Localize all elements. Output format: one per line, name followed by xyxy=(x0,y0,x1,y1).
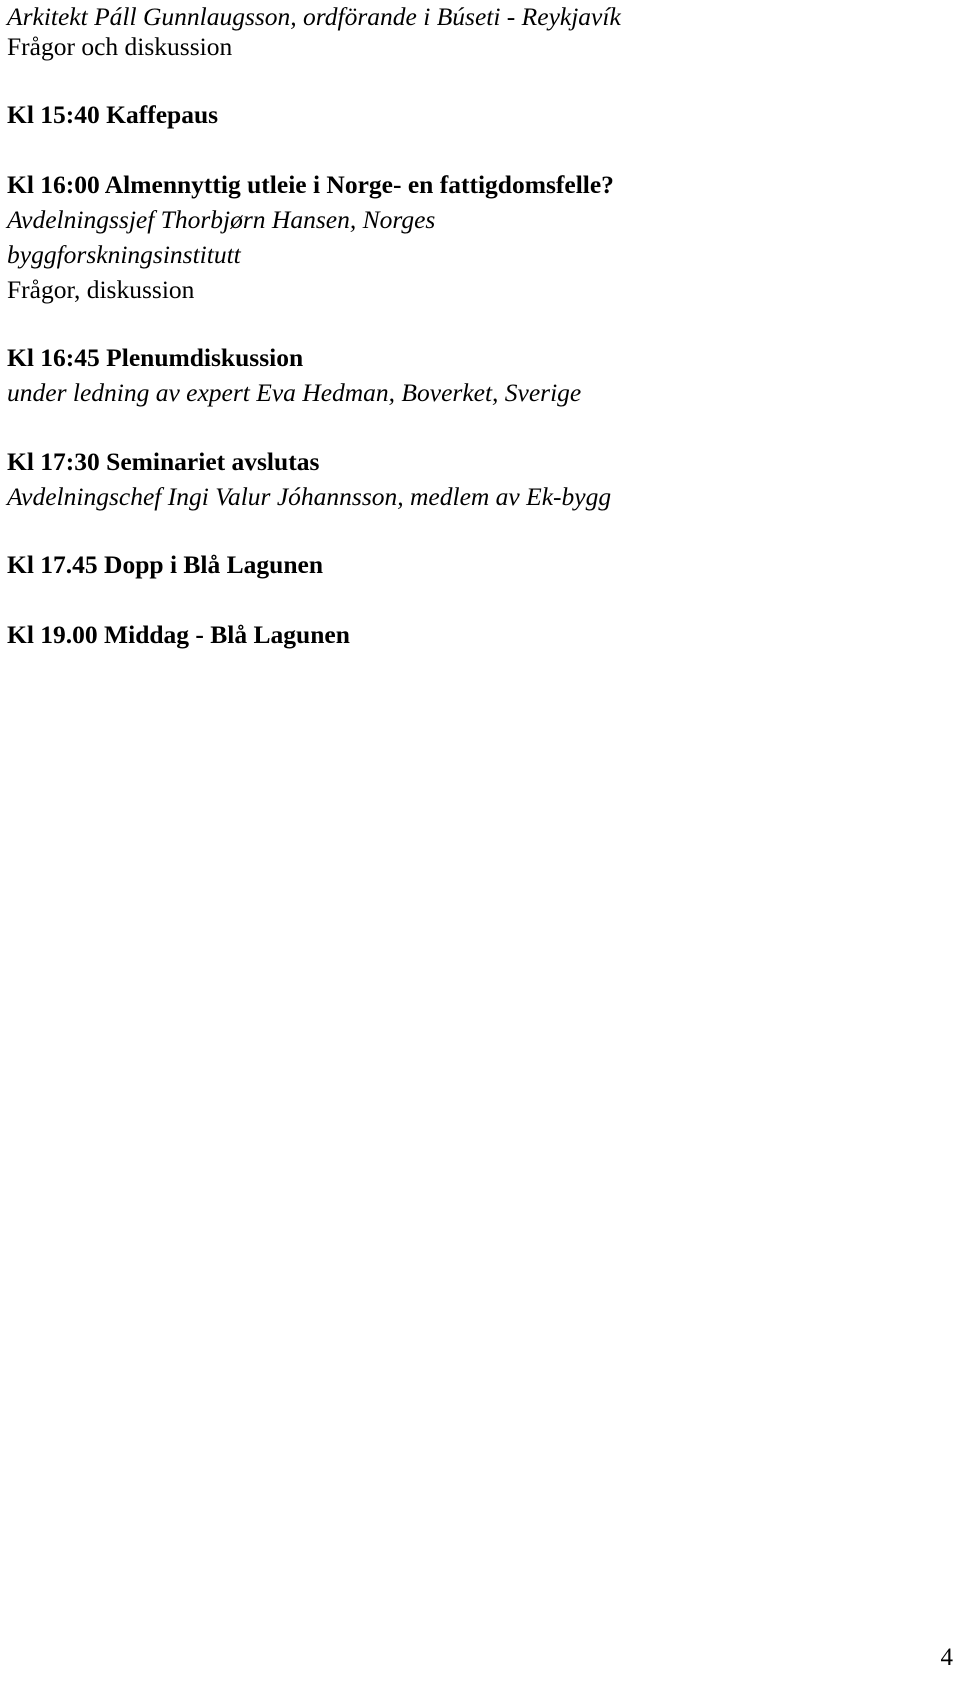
agenda-item-coffee-break: Kl 15:40 Kaffepaus xyxy=(7,100,219,129)
agenda-item-plenary: Kl 16:45 Plenumdiskussion xyxy=(7,343,304,372)
discussion-line: Frågor och diskussion xyxy=(7,32,233,61)
agenda-item-blue-lagoon-dip: Kl 17.45 Dopp i Blå Lagunen xyxy=(7,550,323,579)
agenda-item-dinner: Kl 19.00 Middag - Blå Lagunen xyxy=(7,620,350,649)
discussion-line: Frågor, diskussion xyxy=(7,275,195,304)
page-number: 4 xyxy=(940,1644,953,1671)
agenda-item-norway-housing: Kl 16:00 Almennyttig utleie i Norge- en fattigdomsfelle? xyxy=(7,170,614,199)
agenda-item-closing: Kl 17:30 Seminariet avslutas xyxy=(7,447,320,476)
moderator-line: under ledning av expert Eva Hedman, Boverket, Sverige xyxy=(7,378,582,407)
speaker-line-continued: byggforskningsinstitutt xyxy=(7,240,241,269)
speaker-line: Arkitekt Páll Gunnlaugsson, ordförande i Búseti - Reykjavík xyxy=(7,2,621,31)
speaker-line: Avdelningschef Ingi Valur Jóhannsson, medlem av Ek-bygg xyxy=(7,482,612,511)
speaker-line: Avdelningssjef Thorbjørn Hansen, Norges xyxy=(7,205,436,234)
